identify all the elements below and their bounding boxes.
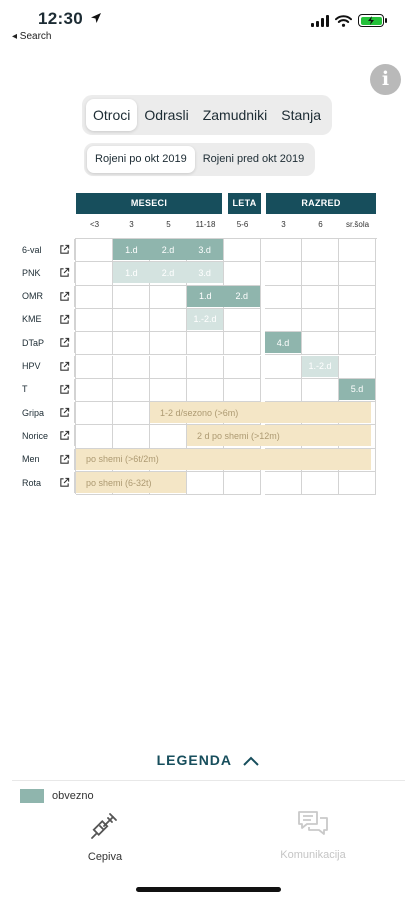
schedule-cell xyxy=(150,356,187,379)
segment-primary xyxy=(82,95,332,135)
schedule-bar-rota xyxy=(76,472,186,493)
vaccine-row-kme[interactable] xyxy=(18,309,75,330)
schedule-cell xyxy=(265,286,302,309)
schedule-bar-6-val xyxy=(113,239,223,260)
schedule-cell xyxy=(187,472,224,495)
schedule-cell xyxy=(265,262,302,285)
segment-option-zamudniki[interactable]: Zamudniki xyxy=(202,107,268,123)
location-arrow-icon xyxy=(90,12,102,24)
schedule-cell xyxy=(76,286,113,309)
age-column-header: sr.šola xyxy=(345,220,370,229)
vaccine-label: HPV xyxy=(22,361,41,371)
segment-option-odrasli[interactable]: Odrasli xyxy=(144,107,189,123)
schedule-cell xyxy=(339,239,376,262)
age-column-header: 11-18 xyxy=(195,220,216,229)
tab-cepiva-label: Cepiva xyxy=(87,851,123,863)
dose-label: 1.-2.d xyxy=(193,314,217,325)
vaccine-label: Men xyxy=(22,454,40,465)
vaccine-row-6-val[interactable] xyxy=(18,239,75,260)
schedule-cell xyxy=(265,379,302,402)
battery-icon xyxy=(358,14,384,27)
schedule-cell xyxy=(302,239,339,262)
tab-komunikacija[interactable] xyxy=(248,808,378,861)
dose-label: 3.d xyxy=(198,244,211,255)
vaccine-row-pnk[interactable] xyxy=(18,262,75,283)
vaccine-row-norice[interactable] xyxy=(18,425,75,446)
segment-option-born-before-oct-2019[interactable]: Rojeni pred okt 2019 xyxy=(202,153,305,165)
schedule-cell xyxy=(150,425,187,448)
tab-komunikacija-label: Komunikacija xyxy=(280,849,346,861)
schedule-cell xyxy=(113,286,150,309)
group-header-razred: RAZRED xyxy=(266,193,376,214)
schedule-cell xyxy=(113,402,150,425)
schedule-cell xyxy=(224,239,261,262)
external-link-icon[interactable] xyxy=(59,454,70,465)
age-column-header: <3 xyxy=(89,220,100,229)
vaccine-label: Gripa xyxy=(22,407,45,418)
schedule-bar-pnk xyxy=(113,262,223,283)
external-link-icon[interactable] xyxy=(59,244,70,255)
schedule-bar-label: 2 d po shemi (>12m) xyxy=(197,430,280,441)
signal-icon xyxy=(311,15,329,27)
external-link-icon[interactable] xyxy=(59,430,70,441)
vaccine-label: T xyxy=(22,384,28,395)
schedule-cell xyxy=(339,472,376,495)
schedule-bar-men xyxy=(76,449,371,470)
vaccine-label: PNK xyxy=(22,267,41,278)
status-bar xyxy=(0,0,417,48)
vaccine-row-hpv[interactable] xyxy=(18,356,75,377)
status-time: 12:30 xyxy=(38,9,83,28)
group-header-meseci: MESECI xyxy=(76,193,222,214)
schedule-bar-t xyxy=(339,379,375,400)
chat-bubbles-icon xyxy=(295,808,331,840)
vaccine-row-t[interactable] xyxy=(18,379,75,400)
age-column-header: 5-6 xyxy=(236,220,249,229)
schedule-bar-label: 1-2 d/sezono (>6m) xyxy=(160,407,239,418)
legend-title: LEGENDA xyxy=(156,752,232,768)
schedule-cell xyxy=(187,379,224,402)
schedule-bar-label: po shemi (6-32t) xyxy=(86,477,152,488)
schedule-cell xyxy=(224,356,261,379)
schedule-bar-omr xyxy=(187,286,260,307)
schedule-bar-norice xyxy=(187,425,371,446)
schedule-bar-gripa xyxy=(150,402,371,423)
wifi-icon xyxy=(335,15,352,27)
vaccine-row-omr[interactable] xyxy=(18,286,75,307)
schedule-bar-hpv xyxy=(302,356,338,377)
schedule-cell xyxy=(113,379,150,402)
vaccine-row-dtap[interactable] xyxy=(18,332,75,353)
vaccine-row-gripa[interactable] xyxy=(18,402,75,423)
schedule-cell xyxy=(76,425,113,448)
schedule-cell xyxy=(302,472,339,495)
schedule-cell xyxy=(76,239,113,262)
segment-option-otroci[interactable]: Otroci xyxy=(86,99,137,131)
dose-label: 3.d xyxy=(198,267,211,278)
vaccine-label: KME xyxy=(22,314,42,325)
schedule-cell xyxy=(302,309,339,332)
schedule-cell xyxy=(339,262,376,285)
schedule-bar-dtap xyxy=(265,332,301,353)
vaccine-label: Rota xyxy=(22,477,42,488)
schedule-cell xyxy=(76,309,113,332)
schedule-cell xyxy=(339,309,376,332)
age-column-header: 3 xyxy=(129,220,134,229)
dose-label: 2.d xyxy=(161,244,175,255)
syringe-icon xyxy=(88,808,122,842)
age-column-header: 6 xyxy=(318,220,323,229)
schedule-cell xyxy=(76,262,113,285)
schedule-bar-label: po shemi (>6t/2m) xyxy=(86,454,159,465)
dose-label: 1.d xyxy=(125,267,138,278)
vaccine-label: 6-val xyxy=(22,244,42,255)
age-column-header: 3 xyxy=(281,220,286,229)
schedule-cell xyxy=(224,309,261,332)
schedule-bar-kme xyxy=(187,309,223,330)
external-link-icon[interactable] xyxy=(59,314,70,325)
home-indicator xyxy=(136,887,281,892)
vaccine-row-rota[interactable] xyxy=(18,472,75,493)
legend-label-obvezno: obvezno xyxy=(52,790,94,802)
external-link-icon[interactable] xyxy=(59,407,70,418)
schedule-cell xyxy=(150,286,187,309)
external-link-icon[interactable] xyxy=(59,477,70,488)
segment-secondary xyxy=(84,143,315,176)
schedule-cell xyxy=(339,286,376,309)
external-link-icon[interactable] xyxy=(59,384,70,395)
schedule-cell xyxy=(224,472,261,495)
external-link-icon[interactable] xyxy=(59,361,70,372)
chevron-up-icon xyxy=(242,755,260,767)
schedule-cell xyxy=(113,309,150,332)
schedule-cell xyxy=(76,379,113,402)
schedule-cell xyxy=(113,332,150,355)
schedule-cell xyxy=(150,379,187,402)
legend-divider xyxy=(12,780,405,781)
vaccine-label: DTaP xyxy=(22,337,45,348)
schedule-cell xyxy=(265,309,302,332)
schedule-cell xyxy=(265,472,302,495)
vaccine-row-men[interactable] xyxy=(18,449,75,470)
schedule-cell xyxy=(302,262,339,285)
schedule-cell xyxy=(265,239,302,262)
schedule-cell xyxy=(339,356,376,379)
dose-label: 1.d xyxy=(125,244,138,255)
legend-toggle[interactable] xyxy=(0,752,417,768)
tab-cepiva[interactable] xyxy=(40,808,170,863)
schedule-cell xyxy=(224,332,261,355)
schedule-cell xyxy=(113,356,150,379)
vaccine-label: Norice xyxy=(22,430,49,441)
schedule-cell xyxy=(76,332,113,355)
segment-option-stanja[interactable]: Stanja xyxy=(281,107,321,123)
back-to-search-link[interactable]: ◂ Search xyxy=(12,31,52,42)
legend-swatch-obvezno xyxy=(20,789,44,803)
dose-label: 1.d xyxy=(198,291,212,302)
dose-label: 2.d xyxy=(235,291,248,302)
schedule-cell xyxy=(302,286,339,309)
external-link-icon[interactable] xyxy=(59,291,70,302)
schedule-cell xyxy=(302,332,339,355)
schedule-cell xyxy=(265,356,302,379)
schedule-cell xyxy=(339,332,376,355)
schedule-cell xyxy=(187,332,224,355)
schedule-cell xyxy=(224,262,261,285)
segment-option-born-after-oct-2019[interactable]: Rojeni po okt 2019 xyxy=(87,146,195,173)
schedule-cell xyxy=(150,332,187,355)
schedule-cell xyxy=(76,402,113,425)
external-link-icon[interactable] xyxy=(59,267,70,278)
age-column-header: 5 xyxy=(166,220,171,229)
vaccine-label: OMR xyxy=(22,291,43,302)
dose-label: 1.-2.d xyxy=(308,361,332,371)
schedule-cell xyxy=(76,356,113,379)
schedule-cell xyxy=(224,379,261,402)
external-link-icon[interactable] xyxy=(59,337,70,348)
group-header-leta: LETA xyxy=(228,193,261,214)
dose-label: 2.d xyxy=(161,267,175,278)
schedule-cell xyxy=(302,379,339,402)
info-button[interactable]: i xyxy=(370,64,401,95)
dose-label: 4.d xyxy=(276,337,290,348)
schedule-cell xyxy=(187,356,224,379)
dose-label: 5.d xyxy=(350,384,364,395)
schedule-cell xyxy=(150,309,187,332)
schedule-cell xyxy=(113,425,150,448)
